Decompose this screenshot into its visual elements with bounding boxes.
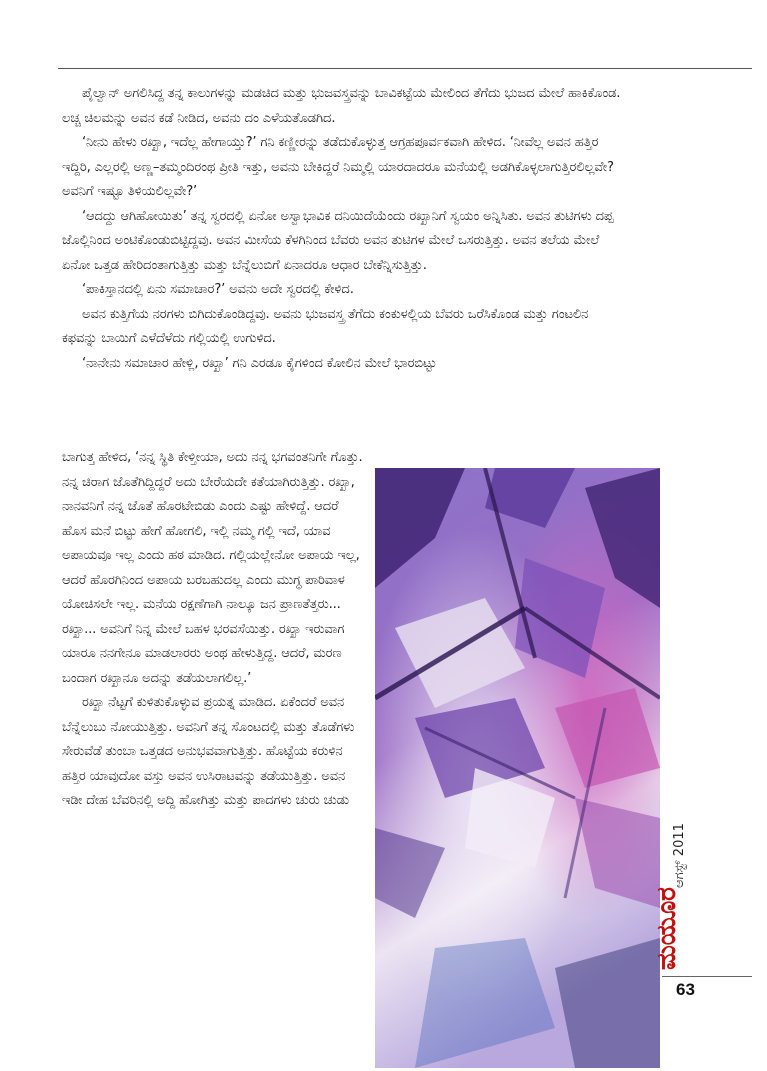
watercolor-illustration (375, 468, 660, 1068)
paragraph: ರಖ್ಖಾ ನೆಟ್ಟಗೆ ಕುಳಿತುಕೊಳ್ಳುವ ಪ್ರಯತ್ನ ಮಾಡಿದ. ಏಕೆಂದರೆ ಅವನ ಬೆನ್ನೆಲುಬು ನೋಯುತ್ತಿತ್ತು. ಅವನಿಗೆ ತನ್ನ ಸೊಂಟದಲ್ಲಿ ಮತ್ತು ತೊಡೆಗಳು ಸೇರುವೆಡೆ ತುಂಬಾ ಒತ್ತಡದ ಅನುಭವವಾಗುತ್ತಿತ್ತು. ಹೊಟ್ಟೆಯ ಕರುಳಿನ ಹತ್ತಿರ ಯಾವುದೋ ವಸ್ತು ಅವನ ಉಸಿರಾಟವನ್ನು ತಡೆಯುತ್ತಿತ್ತು. ಅವನ ಇಡೀ ದೇಹ ಬೆವರಿನಲ್ಲಿ ಅದ್ದಿ ಹೋಗಿತ್ತು ಮತ್ತು ಪಾದಗಳು ಚುರು ಚುಡು (62, 695, 355, 808)
illustration-art (375, 468, 660, 1068)
paragraph: ಪೈಲ್ವಾನ್ ಅಗಲಿಸಿದ್ದ ತನ್ನ ಕಾಲುಗಳನ್ನು ಮಡಚಿದ ಮತ್ತು ಭುಜವಸ್ತ್ರವನ್ನು ಬಾವಿಕಟ್ಟೆಯ ಮೇಲಿಂದ ತೆಗೆದು ಭುಜದ ಮೇಲೆ ಹಾಕಿಕೊಂಡ. ಲಚ್ಚ ಚಿಲಮನ್ನು ಅವನ ಕಡೆ ನೀಡಿದ, ಅವನು ದಂ ಎಳೆಯತೊಡಗಿದ. (62, 86, 621, 126)
paragraph: ಅವನ ಕುತ್ತಿಗೆಯ ನರಗಳು ಬಿಗಿದುಕೊಂಡಿದ್ದವು. ಅವನು ಭುಜವಸ್ತ್ರ ತೆಗೆದು ಕಂಕುಳಲ್ಲಿಯ ಬೆವರು ಒರೆಸಿಕೊಂಡ ಮತ್ತು ಗಂಟಲಿನ ಕಫವನ್ನು ಬಾಯಿಗೆ ಎಳೆದೆಳೆದು ಗಲ್ಲಿಯಲ್ಲಿ ಉಗುಳಿದ. (62, 306, 589, 346)
article-text-narrow (62, 446, 367, 814)
paragraph: ‘ನೀನು ಹೇಳು ರಖ್ಖಾ, ಇದೆಲ್ಲ ಹೇಗಾಯ್ತು?’ ಗನಿ ಕಣ್ಣೀರನ್ನು ತಡೆದುಕೊಳ್ಳುತ್ತ ಆಗ್ರಹಪೂರ್ವಕವಾಗಿ ಹೇಳಿದ. ‘ನೀವೆಲ್ಲ ಅವನ ಹತ್ತಿರ ಇದ್ದಿರಿ, ಎಲ್ಲರಲ್ಲಿ ಅಣ್ಣ–ತಮ್ಮಂದಿರಂಥ ಪ್ರೀತಿ ಇತ್ತು, ಅವನು ಬೇಕಿದ್ದರೆ ನಿಮ್ಮಲ್ಲಿ ಯಾರದಾದರೂ ಮನೆಯಲ್ಲಿ ಅಡಗಿಕೊಳ್ಳಲಾಗುತ್ತಿರಲಿಲ್ಲವೇ? ಅವನಿಗೆ ಇಷ್ಟೂ ತಿಳಿಯಲಿಲ್ಲವೇ?’ (62, 135, 614, 199)
page-number: 63 (676, 980, 695, 999)
paragraph: ‘ಆದದ್ದು ಆಗಿಹೋಯಿತು’ ತನ್ನ ಸ್ವರದಲ್ಲಿ ಏನೋ ಅಸ್ವಾಭಾವಿಕ ದನಿಯಿದೆಯೆಂದು ರಖ್ಖಾನಿಗೆ ಸ್ವಯಂ ಅನ್ನಿಸಿತು. ಅವನ ತುಟಿಗಳು ದಪ್ಪ ಜೊಲ್ಲಿನಿಂದ ಅಂಟಿಕೊಂಡುಬಿಟ್ಟಿದ್ದವು. ಅವನ ಮೀಸೆಯ ಕೆಳಗಿನಿಂದ ಬೆವರು ಅವನ ತುಟಿಗಳ ಮೇಲೆ ಒಸರುತ್ತಿತ್ತು. ಅವನ ತಲೆಯ ಮೇಲೆ ಏನೋ ಒತ್ತಡ ಹೇರಿದಂತಾಗುತ್ತಿತ್ತು ಮತ್ತು ಬೆನ್ನೆಲುಬಿಗೆ ಏನಾದರೂ ಆಧಾರ ಬೇಕೆನ್ನಿಸುತ್ತಿತ್ತು. (62, 208, 614, 273)
issue-date: ಆಗಸ್ಟ್ 2011 (672, 823, 687, 888)
magazine-masthead-vertical (652, 770, 687, 970)
paragraph: ‘ಪಾಕಿಸ್ತಾನದಲ್ಲಿ ಏನು ಸಮಾಚಾರ?’ ಅವನು ಅದೇ ಸ್ವರದಲ್ಲಿ ಕೇಳಿದ. (82, 282, 354, 297)
paragraph: ‘ನಾನೇನು ಸಮಾಚಾರ ಹೇಳ್ಲಿ, ರಖ್ಖಾ’ ಗನಿ ಎರಡೂ ಕೈಗಳಿಂದ ಕೋಲಿನ ಮೇಲೆ ಭಾರಬಿಟ್ಟು (82, 355, 437, 371)
paragraph: ಬಾಗುತ್ತ ಹೇಳಿದ, ‘ನನ್ನ ಸ್ಥಿತಿ ಕೇಳ್ತೀಯಾ, ಅದು ನನ್ನ ಭಗವಂತನಿಗೇ ಗೊತ್ತು. ನನ್ನ ಚಿರಾಗ ಜೊತೆಗಿದ್ದಿದ್ದರೆ ಅದು ಬೇರೆಯದೇ ಕತೆಯಾಗಿರುತ್ತಿತ್ತು. ರಖ್ಖಾ, ನಾನವನಿಗೆ ನನ್ನ ಜೊತೆ ಹೊರಟೇಬಿಡು ಎಂದು ಎಷ್ಟು ಹೇಳಿದ್ದೆ. ಆದರೆ ಹೊಸ ಮನೆ ಬಿಟ್ಟು ಹೇಗೆ ಹೋಗಲಿ, ಇಲ್ಲಿ ನಮ್ಮ ಗಲ್ಲಿ ಇದೆ, ಯಾವ ಅಪಾಯವೂ ಇಲ್ಲ ಎಂದು ಹಠ ಮಾಡಿದ. ಗಲ್ಲಿಯಲ್ಲೇನೋ ಅಪಾಯ ಇಲ್ಲ, ಆದರೆ ಹೊರಗಿನಿಂದ ಅಪಾಯ ಬರಬಹುದಲ್ಲ ಎಂದು ಮುಗ್ಧ ಪಾರಿವಾಳ ಯೋಚಿಸಲೇ ಇಲ್ಲ. ಮನೆಯ ರಕ್ಷಣೆಗಾಗಿ ನಾಲ್ಕೂ ಜನ ಪ್ರಾಣತೆತ್ತರು... ರಖ್ಖಾ... ಅವನಿಗೆ ನಿನ್ನ ಮೇಲೆ ಬಹಳ ಭರವಸೆಯಿತ್ತು. ರಖ್ಖಾ ಇರುವಾಗ ಯಾರೂ ನನಗೇನೂ ಮಾಡಲಾರರು ಅಂಥ ಹೇಳುತ್ತಿದ್ದ. ಆದರೆ, ಮರಣ ಬಂದಾಗ ರಖ್ಖಾನೂ ಅದನ್ನು ತಡೆಯಲಾಗಲಿಲ್ಲ.’ (62, 450, 363, 686)
article-text-top (62, 82, 622, 376)
top-rule (58, 68, 752, 69)
footer-rule (662, 976, 752, 977)
magazine-name: ಮಯೂರ (652, 887, 682, 970)
